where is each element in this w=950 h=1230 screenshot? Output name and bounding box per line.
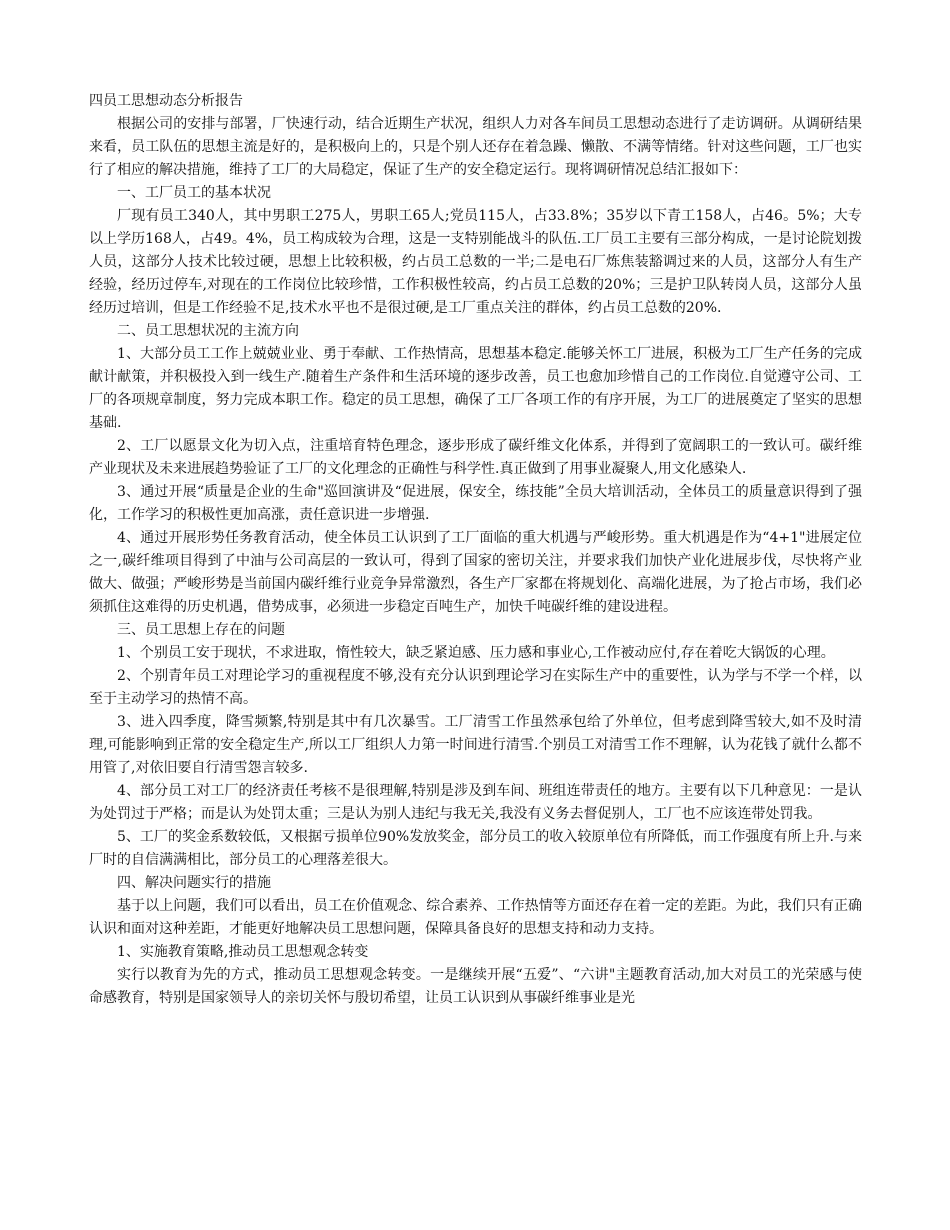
- document-title: 四员工思想动态分析报告: [89, 93, 243, 109]
- paragraph: 根据公司的安排与部署，厂快速行动，结合近期生产状况，组织人力对各车间员工思想动态进行了走访调研。从调研结果来看，员工队伍的思想主流是好的，是积极向上的，只是个别人还存在着急躁、懒散、不满等情绪。针对这些问题，工厂也实行了相应的解决措施，维持了工厂的大局稳定，保证了生产的安全稳定运行。现将调研情况总结汇报如下：: [89, 116, 862, 178]
- paragraph: 实行以教育为先的方式，推动员工思想观念转变。一是继续开展“五爱”、“六讲"主题教育活动,加大对员工的光荣感与使命感教育，特别是国家领导人的亲切关怀与殷切希望，让员工认识到从事碳纤维事业是光: [89, 967, 862, 1006]
- paragraph: 四、解决问题实行的措施: [117, 875, 271, 891]
- paragraph: 1、大部分员工工作上兢兢业业、勇于奉献、工作热情高，思想基本稳定.能够关怀工厂进展，积极为工厂生产任务的完成献计献策，并积极投入到一线生产.随着生产条件和生活环境的逐步改善，员工也愈加珍惜自己的工作岗位.自觉遵守公司、工厂的各项规章制度，努力完成本职工作。稳定的员工思想，确保了工厂各项工作的有序开展，为工厂的进展奠定了坚实的思想基础.: [89, 346, 862, 431]
- paragraph: 三、员工思想上存在的问题: [117, 622, 285, 638]
- paragraph: 一、工厂员工的基本状况: [117, 185, 271, 201]
- paragraph: 3、进入四季度，降雪频繁,特别是其中有几次暴雪。工厂清雪工作虽然承包给了外单位，但考虑到降雪较大,如不及时清理,可能影响到正常的安全稳定生产,所以工厂组织人力第一时间进行清雪.个别员工对清雪工作不理解，认为花钱了就什么都不用管了,对依旧要自行清雪怨言较多.: [89, 714, 862, 776]
- paragraph: 2、个别青年员工对理论学习的重视程度不够,没有充分认识到理论学习在实际生产中的重要性，认为学与不学一个样，以至于主动学习的热情不高。: [89, 668, 862, 707]
- paragraph: 4、通过开展形势任务教育活动，使全体员工认识到了工厂面临的重大机遇与严峻形势。重大机遇是作为“4+1"进展定位之一,碳纤维项目得到了中油与公司高层的一致认可，得到了国家的密切关注，并要求我们加快产业化进展步伐，尽快将产业做大、做强；严峻形势是当前国内碳纤维行业竞争异常激烈，各生产厂家都在将规划化、高端化进展，为了抢占市场，我们必须抓住这难得的历史机遇，借势成事，必须进一步稳定百吨生产，加快千吨碳纤维的建设进程。: [89, 530, 862, 615]
- paragraph: 4、部分员工对工厂的经济责任考核不是很理解,特别是涉及到车间、班组连带责任的地方。主要有以下几种意见：一是认为处罚过于严格；而是认为处罚太重；三是认为别人违纪与我无关,我没有义务去督促别人，工厂也不应该连带处罚我。: [89, 783, 862, 822]
- paragraph: 厂现有员工340人，其中男职工275人，男职工65人;党员115人，占33.8%；35岁以下青工158人，占46。5%；大专以上学历168人，占49。4%，员工构成较为合理，这是一支特别能战斗的队伍.工厂员工主要有三部分构成，一是讨论院划拨人员，这部分人技术比较过硬，思想上比较积极，约占员工总数的一半;二是电石厂炼焦装豁调过来的人员，这部分人有生产经验，经历过停车,对现在的工作岗位比较珍惜，工作积极性较高，约占员工总数的20%；三是护卫队转岗人员，这部分人虽经历过培训，但是工作经验不足,技术水平也不是很过硬,是工厂重点关注的群体，约占员工总数的20%.: [89, 208, 862, 316]
- paragraph: 1、个别员工安于现状，不求进取，惰性较大，缺乏紧迫感、压力感和事业心,工作被动应付,存在着吃大锅饭的心理。: [117, 645, 835, 661]
- paragraph: 5、工厂的奖金系数较低，又根据亏损单位90%发放奖金，部分员工的收入较原单位有所降低，而工作强度有所上升.与来厂时的自信满满相比，部分员工的心理落差很大。: [89, 829, 862, 868]
- paragraph: 2、工厂以愿景文化为切入点，注重培育特色理念，逐步形成了碳纤维文化体系，并得到了宽阔职工的一致认可。碳纤维产业现状及未来进展趋势验证了工厂的文化理念的正确性与科学性.真正做到了用事业凝聚人,用文化感染人.: [89, 438, 862, 477]
- paragraph: 二、员工思想状况的主流方向: [117, 323, 299, 339]
- paragraph: 基于以上问题，我们可以看出，员工在价值观念、综合素养、工作热情等方面还存在着一定的差距。为此，我们只有正确认识和面对这种差距，才能更好地解决员工思想问题，保障具备良好的思想支持和动力支持。: [89, 898, 862, 937]
- paragraph: 3、通过开展“质量是企业的生命"巡回演讲及“促进展，保安全，练技能”全员大培训活动，全体员工的质量意识得到了强化，工作学习的积极性更加高涨，责任意识进一步增强.: [89, 484, 862, 523]
- document-body: [89, 113, 862, 1010]
- paragraph: 1、实施教育策略,推动员工思想观念转变: [117, 944, 369, 960]
